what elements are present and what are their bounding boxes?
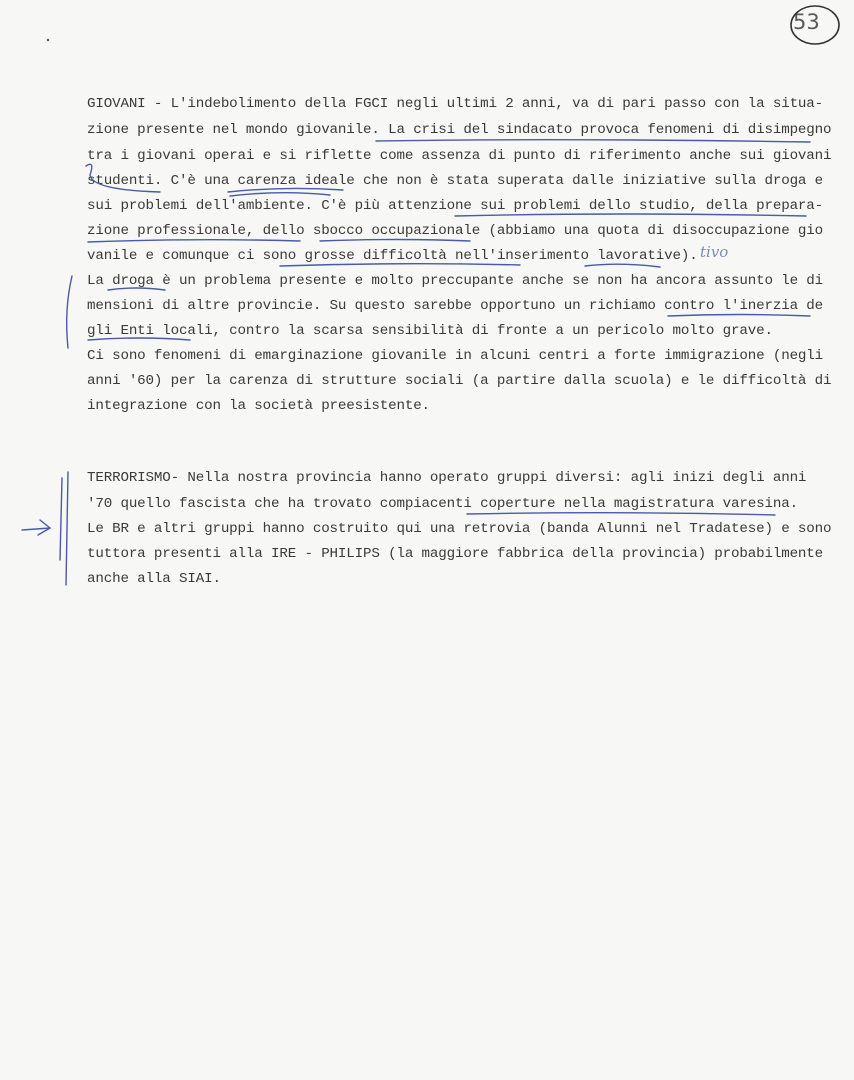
underline-mark [88, 338, 190, 340]
text-line: La droga è un problema presente e molto preccupante anche se non ha ancora assunto le di [87, 273, 824, 289]
margin-bracket [67, 276, 72, 348]
margin-bracket [60, 478, 62, 560]
text-line: anni '60) per la carenza di strutture sociali (a partire dalla scuola) e le difficoltà di [87, 373, 832, 389]
margin-dot [47, 39, 49, 41]
underline-mark [467, 513, 775, 515]
underline-mark [455, 214, 806, 216]
page-number-circle [791, 6, 839, 44]
underline-mark [668, 315, 810, 317]
text-line: '70 quello fascista che ha trovato compiacenti coperture nella magistratura varesina. [87, 496, 798, 512]
text-line: Ci sono fenomeni di emarginazione giovanile in alcuni centri a forte immigrazione (negli [87, 348, 824, 364]
text-line: tuttora presenti alla IRE - PHILIPS (la maggiore fabbrica della provincia) probabilmente [87, 546, 824, 562]
text-line: integrazione con la società preesistente. [87, 398, 430, 414]
underline-mark [86, 164, 160, 192]
margin-note: tivo [700, 243, 729, 261]
underline-mark [230, 193, 330, 196]
underline-mark [585, 264, 660, 267]
underline-mark [228, 188, 343, 192]
underline-mark [376, 140, 810, 142]
margin-arrow [22, 520, 50, 535]
page-number: 53 [793, 10, 820, 34]
underline-mark [280, 264, 520, 266]
text-line: studenti. C'è una carenza ideale che non è stata superata dalle iniziative sulla droga e [87, 173, 824, 189]
text-line: TERRORISMO- Nella nostra provincia hanno operato gruppi diversi: agli inizi degli anni [87, 470, 807, 486]
text-line: mensioni di altre provincie. Su questo sarebbe opportuno un richiamo contro l'inerzia de [87, 298, 824, 314]
text-line: sui problemi dell'ambiente. C'è più attenzione sui problemi dello studio, della prepara- [87, 198, 824, 214]
underline-mark [88, 240, 300, 242]
text-line: anche alla SIAI. [87, 571, 221, 587]
text-line: zione professionale, dello sbocco occupazionale (abbiamo una quota di disoccupazione gio [87, 223, 824, 239]
text-line: Le BR e altri gruppi hanno costruito qui una retrovia (banda Alunni nel Tradatese) e sono [87, 521, 832, 537]
underline-mark [320, 240, 470, 242]
text-line: vanile e comunque ci sono grosse difficoltà nell'inserimento lavorative). [87, 248, 698, 264]
underline-mark [108, 288, 165, 290]
text-line: tra i giovani operai e si riflette come assenza di punto di riferimento anche sui giovani [87, 148, 832, 164]
margin-bracket [66, 472, 68, 585]
text-line: GIOVANI - L'indebolimento della FGCI negli ultimi 2 anni, va di pari passo con la situa- [87, 96, 824, 112]
text-line: zione presente nel mondo giovanile. La crisi del sindacato provoca fenomeni di disimpegno [87, 122, 832, 138]
text-line: gli Enti locali, contro la scarsa sensibilità di fronte a un pericolo molto grave. [87, 323, 773, 339]
